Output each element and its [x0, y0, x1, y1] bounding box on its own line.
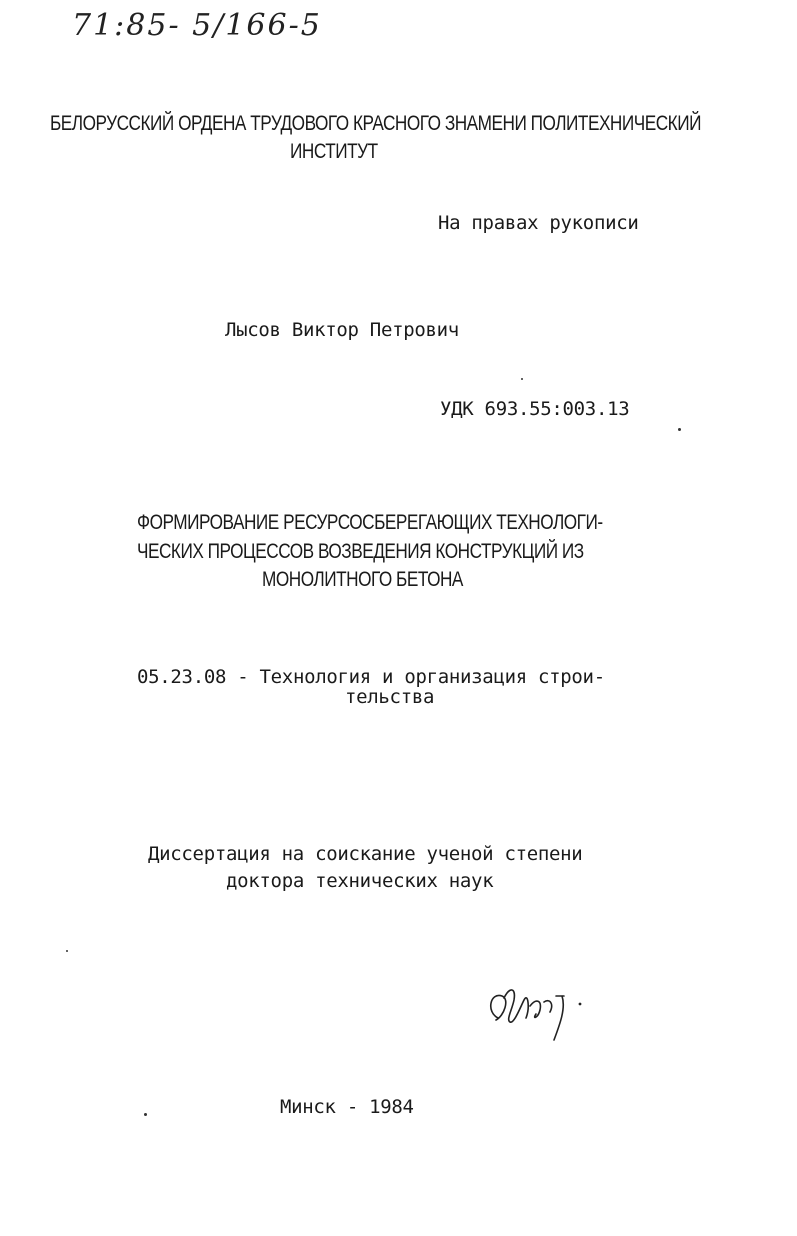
ink-speck	[678, 428, 681, 431]
institution-line-2: ИНСТИТУТ	[290, 140, 378, 163]
degree-line-1: Диссертация на соискание ученой степени	[148, 843, 583, 865]
archive-code-handwritten: 71:85- 5/166-5	[72, 8, 322, 43]
title-line-1: ФОРМИРОВАНИЕ РЕСУРСОСБЕРЕГАЮЩИХ ТЕХНОЛОГИ-	[137, 511, 603, 534]
specialty-line-2: тельства	[345, 686, 435, 708]
title-line-3: МОНОЛИТНОГО БЕТОНА	[262, 568, 463, 591]
manuscript-note: На правах рукописи	[438, 212, 639, 234]
specialty-line-1: 05.23.08 - Технология и организация строи-	[137, 666, 605, 688]
degree-line-2: доктора технических наук	[226, 870, 494, 892]
title-line-2: ЧЕСКИХ ПРОЦЕССОВ ВОЗВЕДЕНИЯ КОНСТРУКЦИЙ ИЗ	[137, 540, 584, 563]
institution-line-1: БЕЛОРУССКИЙ ОРДЕНА ТРУДОВОГО КРАСНОГО ЗНАМЕНИ ПОЛИТЕХНИЧЕСКИЙ	[50, 112, 702, 135]
ink-speck	[66, 950, 68, 952]
author-name: Лысов Виктор Петрович	[225, 319, 459, 341]
ink-speck	[521, 378, 523, 380]
ink-speck	[144, 1113, 147, 1116]
place-and-year: Минск - 1984	[280, 1096, 414, 1118]
author-signature	[480, 978, 590, 1048]
udc-code: УДК 693.55:003.13	[440, 398, 630, 420]
